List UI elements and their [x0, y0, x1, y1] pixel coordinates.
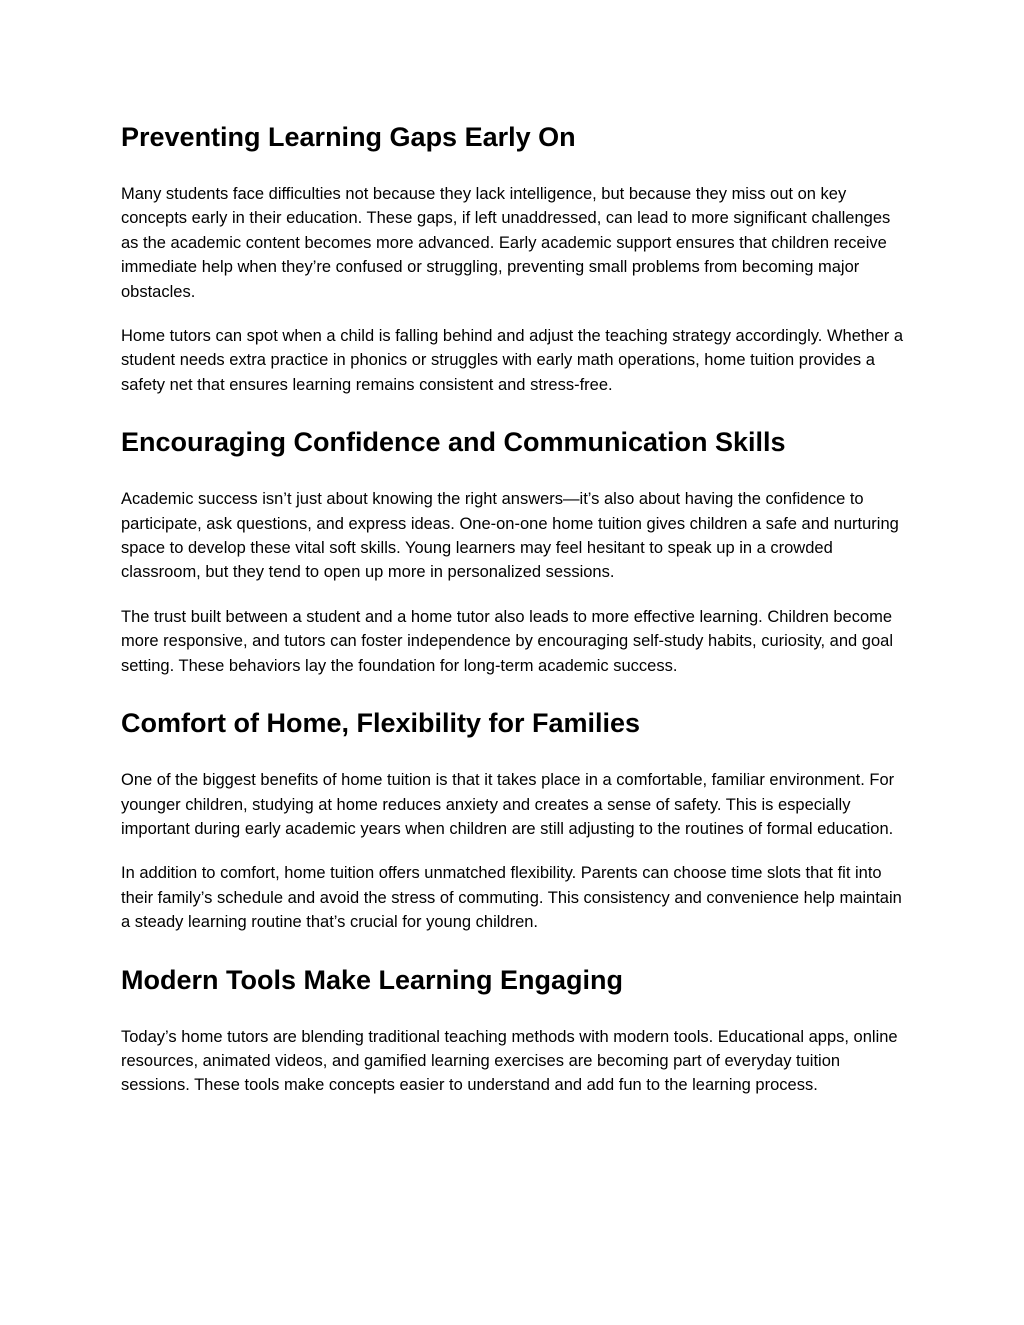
section-encouraging-confidence	[121, 423, 911, 678]
paragraph: In addition to comfort, home tuition offers unmatched flexibility. Parents can choose time slots that fit into their family’s schedule and avoid the stress of commuting. This consistency and convenience help maintain a steady learning routine that’s crucial for young children.	[121, 864, 902, 932]
paragraph: One of the biggest benefits of home tuition is that it takes place in a comfortable, familiar environment. For younger children, studying at home reduces anxiety and creates a sense of safety. This is especially important during early academic years when children are still adjusting to the routines of formal education.	[121, 771, 895, 838]
section-heading: Encouraging Confidence and Communication Skills	[121, 427, 786, 458]
paragraph: Many students face difficulties not because they lack intelligence, but because they miss out on key concepts early in their education. These gaps, if left unaddressed, can lead to more significant challenges as the academic content becomes more advanced. Early academic support ensures that children receive immediate help when they’re confused or struggling, preventing small problems from becoming major obstacles.	[121, 185, 891, 301]
paragraph: Today’s home tutors are blending traditional teaching methods with modern tools. Educational apps, online resources, animated videos, and gamified learning exercises are becoming part of everyday tuition sessions. These tools make concepts easier to understand and add fun to the learning process.	[121, 1027, 898, 1095]
section-comfort-of-home	[121, 704, 911, 934]
section-preventing-learning-gaps	[121, 118, 911, 397]
paragraph: Home tutors can spot when a child is falling behind and adjust the teaching strategy accordingly. Whether a student needs extra practice in phonics or struggles with early math operations, home tuition provides a safety net that ensures learning remains consistent and stress-free.	[121, 327, 904, 394]
paragraph: Academic success isn’t just about knowing the right answers—it’s also about having the confidence to participate, ask questions, and express ideas. One-on-one home tuition gives children a safe and nurturing space to develop these vital soft skills. Young learners may feel hesitant to speak up in a crowded classroom, but they tend to open up more in personalized sessions.	[121, 490, 899, 582]
section-heading: Preventing Learning Gaps Early On	[121, 122, 576, 152]
document-page	[121, 118, 911, 1098]
paragraph: The trust built between a student and a home tutor also leads to more effective learning. Children become more responsive, and tutors can foster independence by encouraging self-study habits, curiosity, and goal setting. These behaviors lay the foundation for long-term academic success.	[121, 607, 893, 675]
section-modern-tools	[121, 961, 911, 1098]
section-heading: Modern Tools Make Learning Engaging	[121, 964, 624, 995]
section-heading: Comfort of Home, Flexibility for Families	[121, 708, 641, 739]
